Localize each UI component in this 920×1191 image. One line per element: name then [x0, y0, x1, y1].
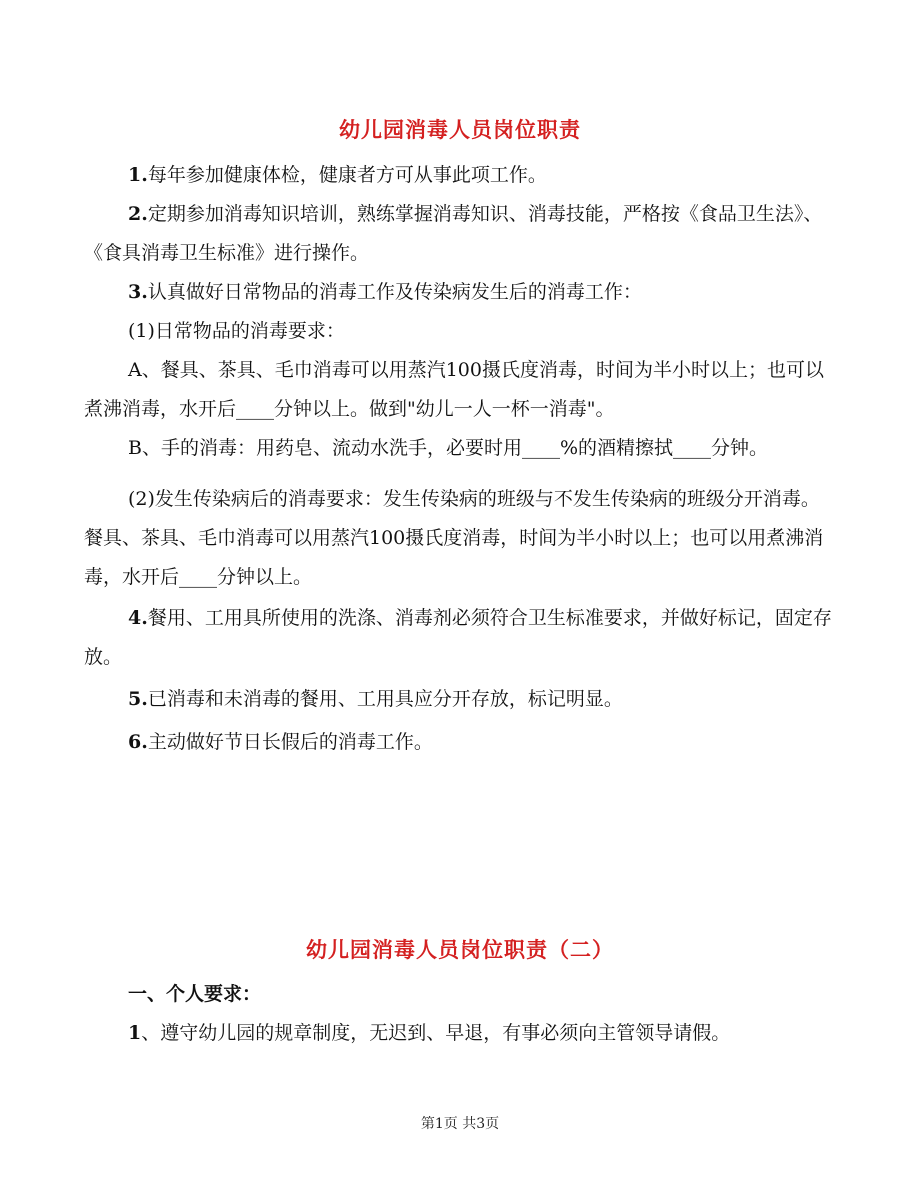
- list-item: [84, 1014, 836, 1053]
- sub-text: 日常物品的消毒要求：: [154, 320, 345, 342]
- paragraph: B、手的消毒：用药皂、流动水洗手，必要时用____%的酒精擦拭____分钟。: [128, 437, 769, 459]
- item-number: 1: [128, 1022, 142, 1044]
- sub-text: 发生传染病后的消毒要求：发生传染病的班级与不发生传染病的班级分开消毒。餐具、茶具、毛巾消毒可以用蒸汽100摄氏度消毒，时间为半小时以上；也可以用煮沸消毒，水开后____分钟以上。: [84, 488, 824, 588]
- sub-label: (1): [128, 320, 155, 342]
- item-text: 每年参加健康体检，健康者方可从事此项工作。: [147, 164, 547, 186]
- list-item: [84, 273, 836, 312]
- item-text: 、遵守幼儿园的规章制度，无迟到、早退，有事必须向主管领导请假。: [141, 1022, 731, 1044]
- page-footer: 第1页 共3页: [420, 1116, 500, 1132]
- list-item: [84, 195, 836, 273]
- section-title: 幼儿园消毒人员岗位职责（二）: [306, 937, 614, 962]
- sub-label: (2): [128, 488, 155, 510]
- paragraph: A、餐具、茶具、毛巾消毒可以用蒸汽100摄氏度消毒，时间为半小时以上；也可以煮沸消毒，水开后____分钟以上。做到"幼儿一人一杯一消毒"。: [84, 359, 824, 420]
- item-text: 主动做好节日长假后的消毒工作。: [147, 731, 433, 753]
- item-number: 5.: [128, 688, 148, 710]
- page-title: 幼儿园消毒人员岗位职责: [339, 117, 581, 142]
- item-number: 3.: [128, 281, 148, 303]
- list-item: [84, 723, 836, 762]
- list-item: [84, 680, 836, 719]
- item-number: 2.: [128, 203, 148, 225]
- item-text: 定期参加消毒知识培训，熟练掌握消毒知识、消毒技能，严格按《食品卫生法》、《食具消毒卫生标准》进行操作。: [84, 203, 823, 264]
- list-item: [84, 156, 836, 195]
- item-number: 6.: [128, 731, 148, 753]
- section-heading: 一、个人要求：: [128, 983, 262, 1005]
- item-text: 已消毒和未消毒的餐用、工用具应分开存放，标记明显。: [147, 688, 623, 710]
- item-text: 餐用、工用具所使用的洗涤、消毒剂必须符合卫生标准要求，并做好标记，固定存放。: [84, 607, 832, 668]
- list-item: [84, 599, 836, 677]
- sub-heading: [84, 312, 836, 351]
- sub-heading: [84, 480, 836, 597]
- item-number: 4.: [128, 607, 148, 629]
- item-text: 认真做好日常物品的消毒工作及传染病发生后的消毒工作：: [147, 281, 642, 303]
- item-number: 1.: [128, 164, 148, 186]
